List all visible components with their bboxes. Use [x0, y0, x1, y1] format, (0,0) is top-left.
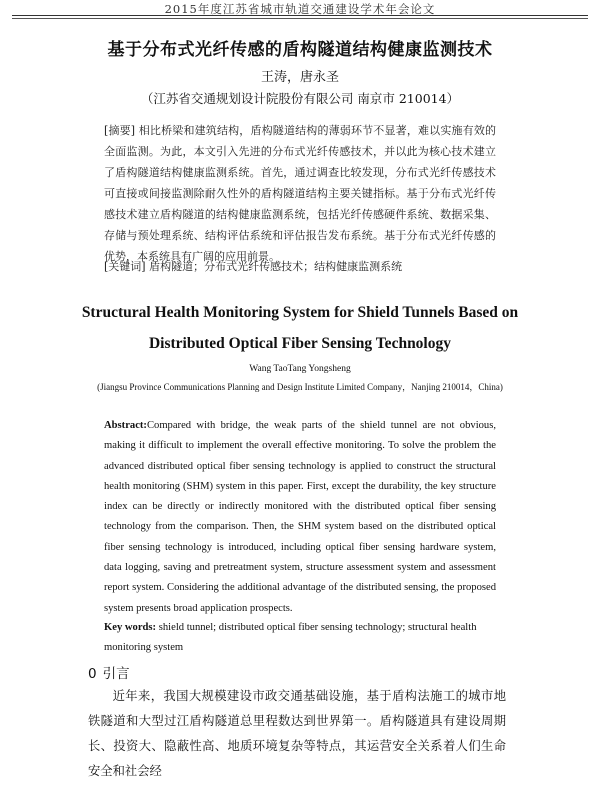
chinese-abstract-text: 相比桥梁和建筑结构，盾构隧道结构的薄弱环节不显著，难以实施有效的全面监测。为此，本文引入先进的分布式光纤传感技术，并以此为核心技术建立了盾构隧道结构健康监测系统。首先，通过调查比较发现，分布式光纤传感技术可直接或间接监测除耐久性外的盾构隧道结构主要关键指标。基于分布式光纤传感技术建立盾构隧道的结构健康监测系统，包括光纤传感硬件系统、数据采集、存储与预处理系统、结构评估系统和评估报告发布系统。基于分布式光纤传感的优势，本系统具有广阔的应用前景。	[104, 124, 496, 263]
section-title: 引言	[102, 666, 130, 682]
english-keywords-text: shield tunnel; distributed optical fiber sensing technology; structural health monitoring system	[104, 622, 477, 653]
chinese-affiliation: （江苏省交通规划设计院股份有限公司 南京市 210014）	[140, 91, 460, 106]
introduction-paragraph: 近年来，我国大规模建设市政交通基础设施，基于盾构法施工的城市地铁隧道和大型过江盾构隧道总里程数达到世界第一。盾构隧道具有建设周期长、投资大、隐蔽性高、地质环境复杂等特点，其运营安全关系着人们生命安全和社会经	[88, 689, 506, 778]
english-abstract-label: Abstract:	[104, 420, 147, 431]
chinese-abstract-label: [摘要]	[104, 124, 136, 137]
chinese-keywords-text: 盾构隧道；分布式光纤传感技术；结构健康监测系统	[149, 260, 403, 273]
english-authors: Wang TaoTang Yongsheng	[249, 364, 351, 374]
english-abstract	[104, 416, 496, 619]
chinese-keywords	[104, 256, 496, 277]
english-keywords-label: Key words:	[104, 622, 157, 633]
header-rule-thin	[12, 18, 588, 19]
english-title: Structural Health Monitoring System for Shield Tunnels Based on Distributed Optical Fiber Sensing Technology	[81, 304, 519, 352]
english-keywords	[104, 618, 496, 658]
english-abstract-text: Compared with bridge, the weak parts of the shield tunnel are not obvious, making it difficult to implement the overall effective monitoring. To solve the problem the advanced distributed optical fiber sensing technology is applied to construct the structural health monitoring (SHM) system in this paper. First, except the durability, the key structure index can be directly or indirectly monitored with the distributed optical fiber sensing technology from the comparison. Then, the SHM system based on the distributed optical fiber sensing technology is introduced, including optical fiber sensing hardware system, data logging, saving and pretreatment system, structure assessment system and assessment report system. Considering the additional advantage of the distributed sensing, the proposed system presents broad application prospects.	[104, 420, 496, 614]
section-heading-introduction	[88, 662, 130, 682]
running-header: 2015年度江苏省城市轨道交通建设学术年会论文	[164, 2, 436, 16]
english-affiliation: (Jiangsu Province Communications Planning and Design Institute Limited Company，Nanjing 210014，China)	[97, 382, 503, 392]
chinese-authors: 王涛，唐永圣	[260, 70, 339, 85]
section-number: 0	[88, 666, 97, 682]
chinese-keywords-label: [关键词]	[104, 260, 146, 273]
header-rule-thick	[12, 15, 588, 16]
chinese-abstract	[104, 120, 496, 267]
chinese-title: 基于分布式光纤传感的盾构隧道结构健康监测技术	[107, 40, 493, 60]
